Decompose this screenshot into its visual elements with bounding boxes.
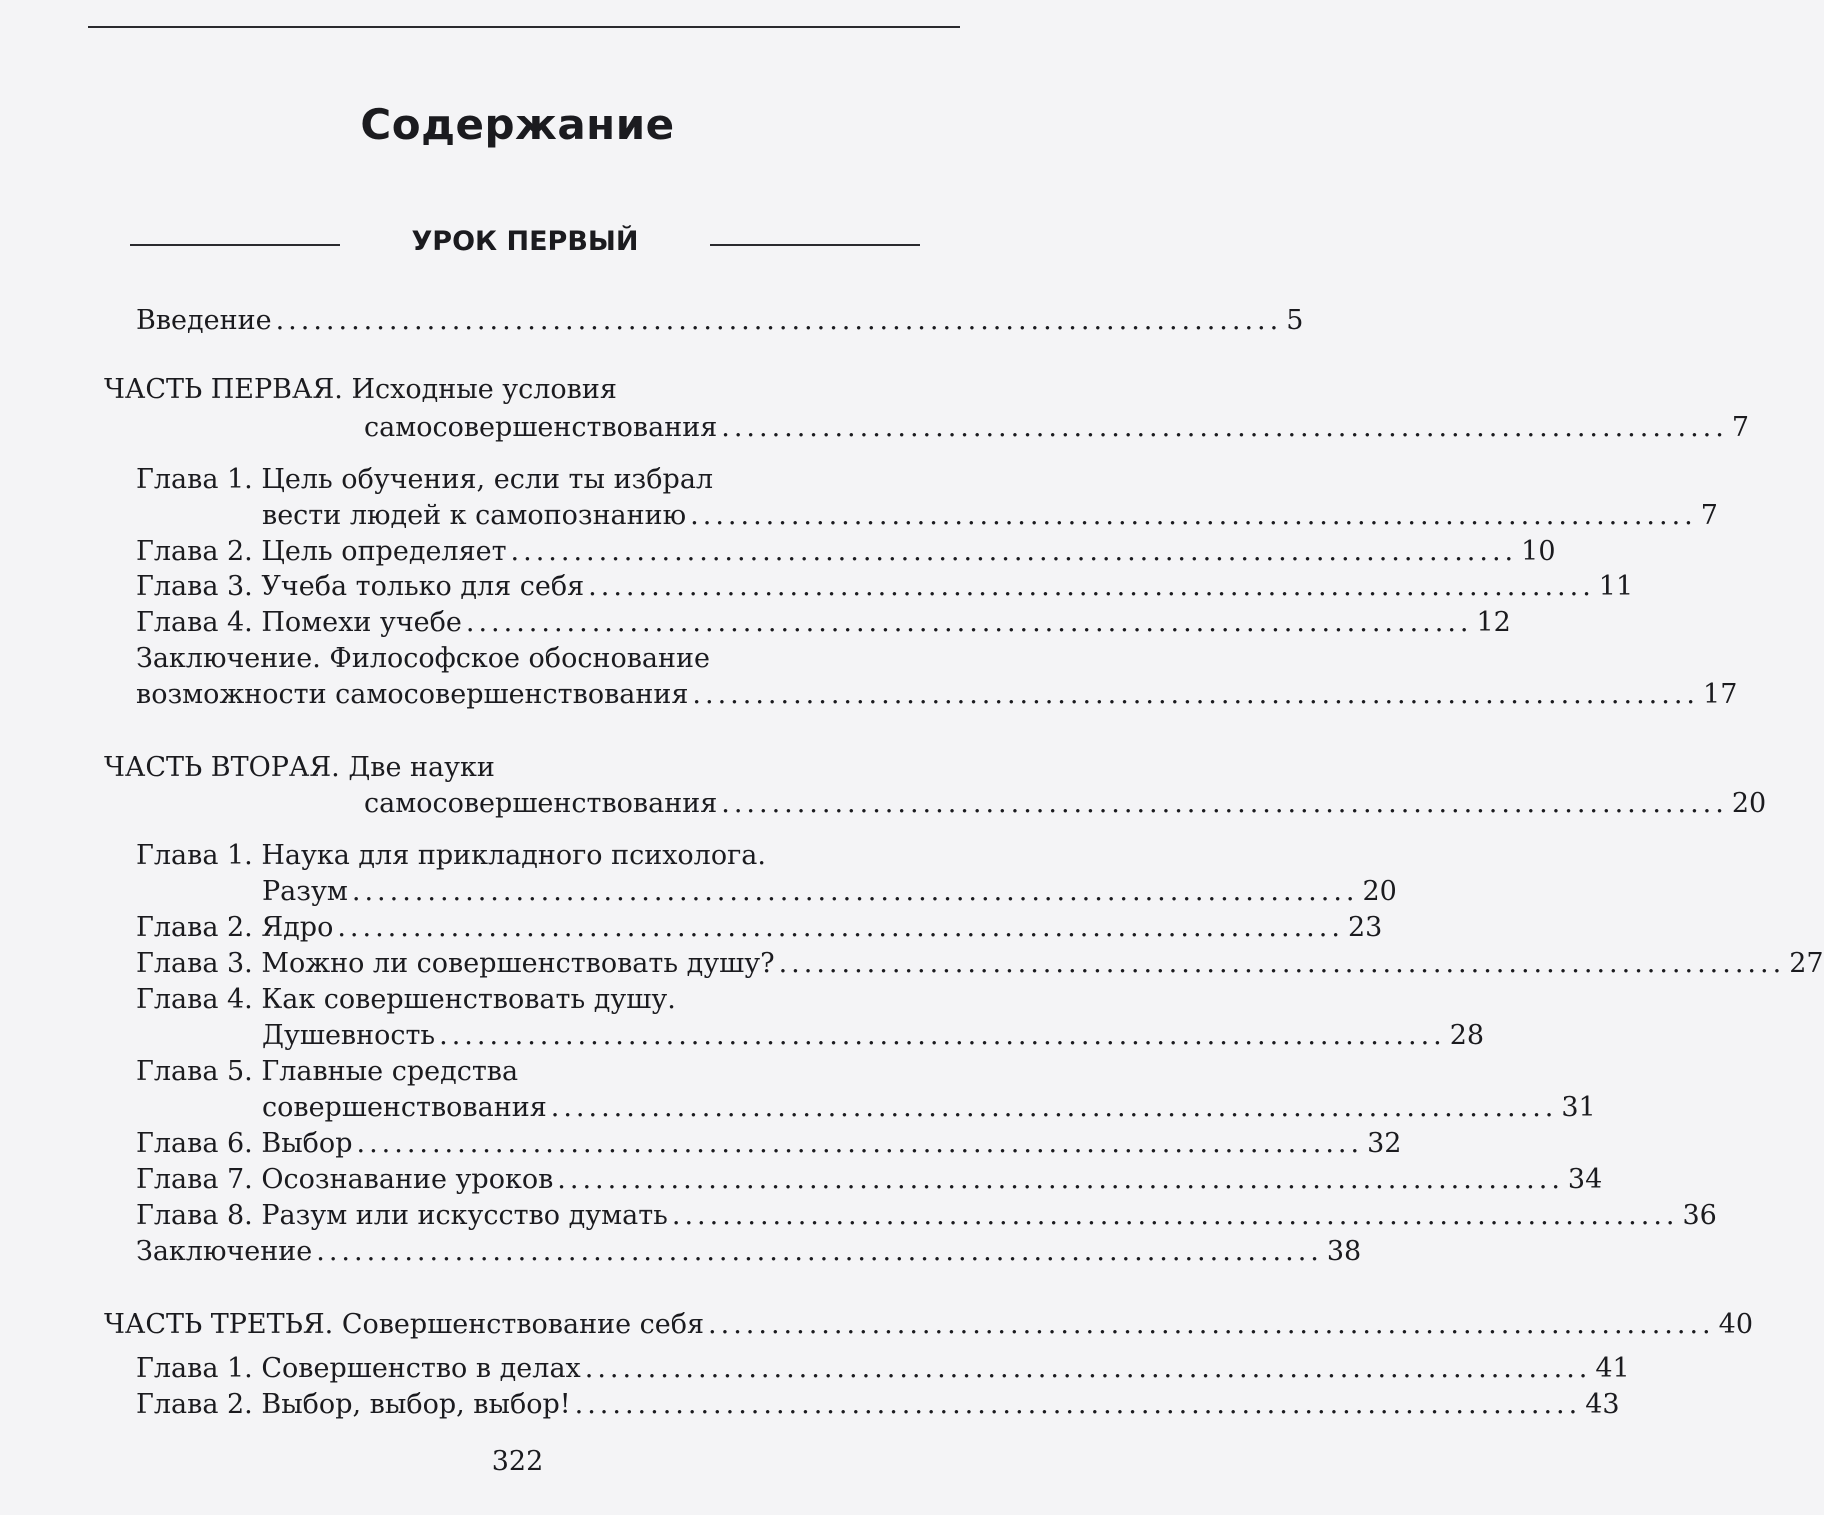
toc-p1-chapter-2 [136,534,1556,570]
toc-entry-title: Глава 3. Учеба только для себя [136,571,585,602]
toc-entry-page: 40 [1718,1309,1753,1340]
toc-p2-chapter-1-head: Глава 1. Наука для прикладного психолога. [136,840,766,871]
dot-leader: ................................................................................ [275,305,1283,336]
dot-leader: ................................................................................ [588,571,1595,602]
toc-entry-page: 43 [1585,1389,1620,1420]
toc-p1-chapter-4 [136,605,1511,641]
toc-entry-title: Глава 2. Ядро [136,912,334,943]
toc-entry-title: самосовершенствования [364,412,718,443]
dot-leader: ................................................................................ [778,948,1786,979]
dot-leader: ................................................................................ [337,912,1344,943]
toc-entry-page: 10 [1521,536,1556,567]
toc-entry-page: 20 [1731,788,1767,819]
dot-leader: ................................................................................ [690,500,1697,531]
section-title: УРОК ПЕРВЫЙ [411,226,639,257]
toc-part-3 [104,1307,1753,1343]
toc-p3-chapter-2 [136,1387,1620,1423]
toc-entry-title: Глава 2. Выбор, выбор, выбор! [136,1389,571,1420]
toc-p1-chapter-1-head: Глава 1. Цель обучения, если ты избрал [136,464,714,495]
toc-entry-page: 36 [1682,1200,1717,1231]
toc-p2-chapter-8 [136,1198,1717,1234]
toc-entry-page: 28 [1449,1020,1485,1051]
toc-p2-conclusion [136,1234,1362,1270]
toc-entry-title: возможности самосовершенствования [136,679,689,710]
toc-entry-title: Глава 7. Осознавание уроков [136,1164,554,1195]
toc-p1-chapter-3 [136,569,1634,605]
toc-entry-title: Разум [262,876,348,907]
toc-entry-page: 34 [1567,1164,1603,1195]
toc-entry-title: Глава 8. Разум или искусство думать [136,1200,668,1231]
toc-entry-page: 5 [1286,305,1304,336]
toc-entry-title: самосовершенствования [364,788,718,819]
dot-leader: ................................................................................ [708,1309,1715,1340]
dot-leader: ................................................................................ [316,1236,1323,1267]
toc-part-1-head: ЧАСТЬ ПЕРВАЯ. Исходные условия [104,374,617,405]
toc-entry-page: 27 [1789,948,1824,979]
toc-entry-page: 11 [1598,571,1634,602]
toc-p2-chapter-2 [136,910,1383,946]
toc-entry-page: 31 [1561,1092,1596,1123]
toc-entry-title: Глава 2. Цель определяет [136,536,507,567]
toc-part-2 [364,786,1767,822]
toc-p2-chapter-4-head: Глава 4. Как совершенствовать душу. [136,984,676,1015]
toc-entry-page: 32 [1367,1128,1402,1159]
dot-leader: ................................................................................ [550,1092,1558,1123]
dot-leader: ................................................................................ [557,1164,1564,1195]
toc-entry-page: 7 [1731,412,1750,443]
toc-p1-conclusion-head: Заключение. Философское обоснование [136,643,710,674]
toc-entry-title: Введение [136,305,272,336]
toc-entry-page: 7 [1700,500,1718,531]
dot-leader: ................................................................................ [351,876,1359,907]
dot-leader: ................................................................................ [692,679,1700,710]
toc-p2-chapter-1 [262,874,1397,910]
toc-entry-page: 38 [1326,1236,1362,1267]
toc-entry-title: Глава 3. Можно ли совершенствовать душу? [136,948,775,979]
toc-entry-page: 20 [1362,876,1397,907]
toc-entry-page: 12 [1476,607,1511,638]
toc-p3-chapter-1 [136,1351,1630,1387]
toc-entry-page: 23 [1347,912,1383,943]
toc-p1-conclusion [136,677,1738,713]
dot-leader: ................................................................................ [465,607,1473,638]
toc-entry-title: вести людей к самопознанию [262,500,687,531]
dot-leader: ................................................................................ [671,1200,1679,1231]
toc-entry-intro [136,303,1304,339]
toc-p2-chapter-6 [136,1126,1402,1162]
toc-entry-title: Душевность [262,1020,436,1051]
toc-entry-page: 41 [1595,1353,1630,1384]
toc-entry-title: совершенствования [262,1092,547,1123]
toc-entry-page: 17 [1703,679,1738,710]
toc-p2-chapter-5-head: Глава 5. Главные средства [136,1056,519,1087]
dot-leader: ................................................................................ [721,788,1728,819]
toc-p2-chapter-5 [262,1090,1596,1126]
toc-entry-title: Заключение [136,1236,313,1267]
toc-entry-title: Глава 1. Совершенство в делах [136,1353,581,1384]
page-number: 322 [491,1446,544,1477]
toc-p2-chapter-7 [136,1162,1603,1198]
dot-leader: ................................................................................ [721,412,1728,443]
toc-part-1 [364,410,1750,446]
page-title: Содержание [360,100,675,149]
dot-leader: ................................................................................ [439,1020,1446,1051]
dot-leader: ................................................................................ [584,1353,1592,1384]
dot-leader: ................................................................................ [574,1389,1582,1420]
toc-part-2-head: ЧАСТЬ ВТОРАЯ. Две науки [104,752,495,783]
toc-p2-chapter-4 [262,1018,1485,1054]
toc-p2-chapter-3 [136,946,1824,982]
toc-entry-title: Глава 4. Помехи учебе [136,607,462,638]
toc-entry-title: ЧАСТЬ ТРЕТЬЯ. Совершенствование себя [104,1309,705,1340]
dot-leader: ................................................................................ [510,536,1518,567]
dot-leader: ................................................................................ [356,1128,1364,1159]
toc-p1-chapter-1 [262,498,1718,534]
toc-entry-title: Глава 6. Выбор [136,1128,353,1159]
